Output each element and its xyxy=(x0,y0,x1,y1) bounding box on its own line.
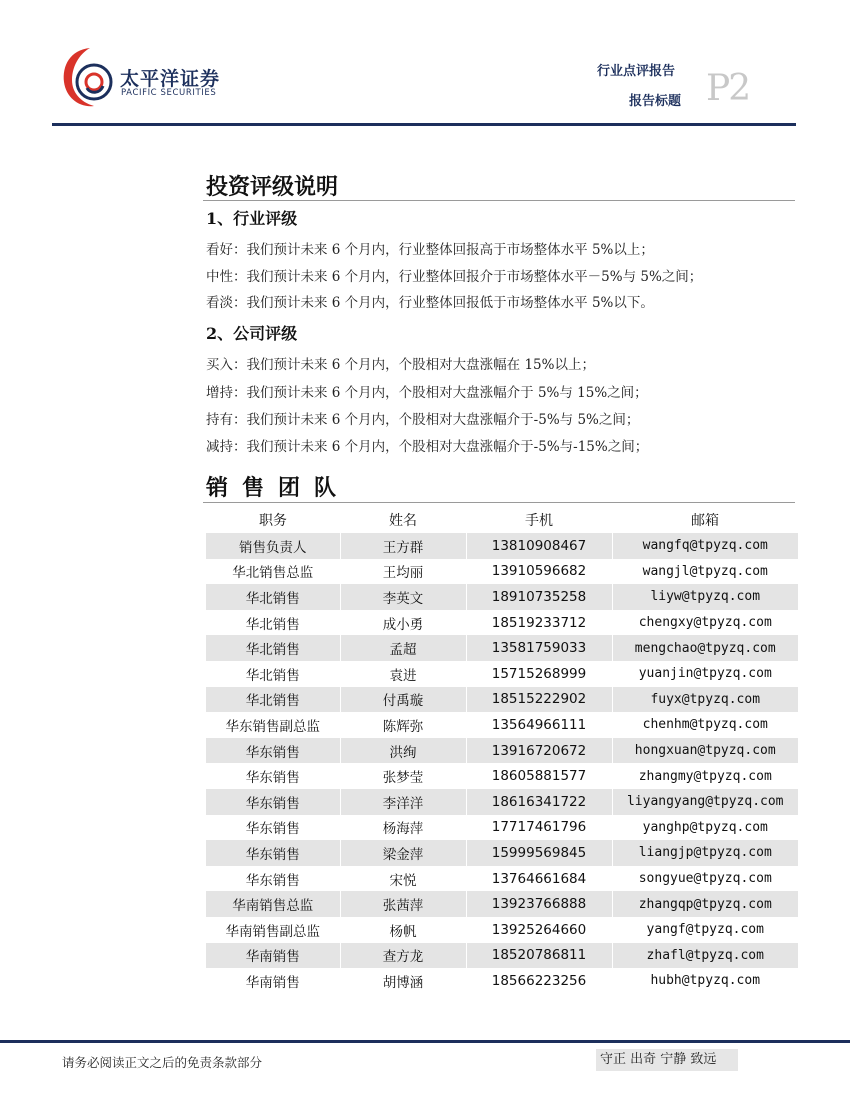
rating-section-title: 投资评级说明 xyxy=(206,174,339,200)
cell-name: 李洋洋 xyxy=(340,789,466,815)
cell-position: 华南销售 xyxy=(206,943,340,969)
cell-email: liyw@tpyzq.com xyxy=(612,584,798,610)
company-rating-heading: 2、公司评级 xyxy=(206,324,298,343)
page-number: P2 xyxy=(706,68,750,109)
cell-position: 华东销售副总监 xyxy=(225,718,320,735)
cell-position: 华东销售 xyxy=(245,872,300,889)
table-row xyxy=(206,584,798,610)
cell-email: zhangmy@tpyzq.com xyxy=(612,763,798,789)
table-row xyxy=(206,866,798,892)
table-row xyxy=(206,917,798,943)
table-row xyxy=(206,661,798,687)
table-row xyxy=(206,610,798,636)
cell-position: 华东销售 xyxy=(206,840,340,866)
cell-email: chenhm@tpyzq.com xyxy=(612,712,798,738)
table-row xyxy=(206,559,798,585)
cell-position: 华东销售 xyxy=(245,770,300,787)
cell-phone: 18520786811 xyxy=(466,943,612,969)
table-row xyxy=(206,635,798,661)
cell-phone: 13764661684 xyxy=(466,866,612,892)
table-header-row xyxy=(206,506,798,533)
cell-name: 成小勇 xyxy=(340,610,466,636)
industry-rating-heading: 1、行业评级 xyxy=(206,209,298,228)
header-divider xyxy=(52,123,796,126)
table-row xyxy=(206,687,798,713)
cell-name: 陈辉弥 xyxy=(340,712,466,738)
cell-email: liangjp@tpyzq.com xyxy=(612,840,798,866)
cell-name: 胡博涵 xyxy=(340,968,466,994)
cell-phone: 15999569845 xyxy=(466,840,612,866)
cell-position: 华北销售 xyxy=(206,635,340,661)
cell-name: 李英文 xyxy=(340,584,466,610)
company-motto: 守正 出奇 宁静 致远 xyxy=(596,1049,738,1071)
cell-phone: 18910735258 xyxy=(466,584,612,610)
cell-position: 销售负责人 xyxy=(206,533,340,559)
cell-name: 孟超 xyxy=(340,635,466,661)
cell-phone: 18519233712 xyxy=(466,610,612,636)
cell-phone: 18605881577 xyxy=(466,763,612,789)
cell-email: hongxuan@tpyzq.com xyxy=(612,738,798,764)
cell-name: 洪绚 xyxy=(340,738,466,764)
cell-position: 华北销售总监 xyxy=(232,565,314,582)
cell-phone: 13910596682 xyxy=(466,559,612,585)
cell-position: 华南销售 xyxy=(245,974,300,991)
cell-email: wangjl@tpyzq.com xyxy=(612,559,798,585)
sales-team-table xyxy=(206,506,798,994)
cell-position: 华北销售 xyxy=(245,667,300,684)
cell-email: fuyx@tpyzq.com xyxy=(612,687,798,713)
cell-phone: 15715268999 xyxy=(466,661,612,687)
cell-phone: 13916720672 xyxy=(466,738,612,764)
company-rating-line: 持有：我们预计未来 6 个月内，个股相对大盘涨幅介于-5%与 5%之间； xyxy=(206,412,640,428)
cell-email: chengxy@tpyzq.com xyxy=(612,610,798,636)
cell-email: mengchao@tpyzq.com xyxy=(612,635,798,661)
rating-title-divider xyxy=(203,200,795,201)
cell-phone: 17717461796 xyxy=(466,815,612,841)
cell-name: 袁进 xyxy=(340,661,466,687)
company-rating-line: 增持：我们预计未来 6 个月内，个股相对大盘涨幅介于 5%与 15%之间； xyxy=(206,385,648,401)
cell-position: 华北销售 xyxy=(206,584,340,610)
table-row xyxy=(206,840,798,866)
cell-email: zhangqp@tpyzq.com xyxy=(612,891,798,917)
cell-phone: 13581759033 xyxy=(466,635,612,661)
sales-team-title: 销售团队 xyxy=(206,475,351,501)
table-row xyxy=(206,943,798,969)
cell-name: 王方群 xyxy=(340,533,466,559)
report-type: 行业点评报告 xyxy=(597,64,676,79)
sales-team-rows xyxy=(206,533,798,994)
report-title: 报告标题 xyxy=(629,94,682,109)
cell-name: 杨帆 xyxy=(340,917,466,943)
cell-phone: 13925264660 xyxy=(466,917,612,943)
cell-position: 华北销售 xyxy=(245,616,300,633)
company-rating-line: 减持：我们预计未来 6 个月内，个股相对大盘涨幅介于-5%与-15%之间； xyxy=(206,439,649,455)
cell-phone: 18515222902 xyxy=(466,687,612,713)
cell-email: yuanjin@tpyzq.com xyxy=(612,661,798,687)
cell-email: liyangyang@tpyzq.com xyxy=(612,789,798,815)
cell-phone: 18616341722 xyxy=(466,789,612,815)
header-name: 姓名 xyxy=(389,512,417,529)
table-row xyxy=(206,891,798,917)
cell-position: 华南销售总监 xyxy=(206,891,340,917)
cell-phone: 13564966111 xyxy=(466,712,612,738)
cell-name: 梁金萍 xyxy=(340,840,466,866)
cell-position: 华北销售 xyxy=(206,687,340,713)
industry-rating-line: 中性：我们预计未来 6 个月内，行业整体回报介于市场整体水平－5%与 5%之间； xyxy=(206,269,703,285)
table-row xyxy=(206,789,798,815)
header-position: 职务 xyxy=(259,512,287,529)
cell-name: 付禹璇 xyxy=(340,687,466,713)
cell-email: songyue@tpyzq.com xyxy=(612,866,798,892)
footer-divider xyxy=(0,1040,850,1043)
disclaimer-note: 请务必阅读正文之后的免责条款部分 xyxy=(62,1055,263,1070)
table-row xyxy=(206,763,798,789)
company-rating-line: 买入：我们预计未来 6 个月内，个股相对大盘涨幅在 15%以上； xyxy=(206,357,595,373)
cell-name: 宋悦 xyxy=(340,866,466,892)
cell-position: 华东销售 xyxy=(245,821,300,838)
sales-title-divider xyxy=(203,502,795,503)
cell-name: 查方龙 xyxy=(340,943,466,969)
cell-phone: 13810908467 xyxy=(466,533,612,559)
brand-name-cn: 太平洋证券 xyxy=(120,68,221,90)
cell-phone: 13923766888 xyxy=(466,891,612,917)
cell-email: wangfq@tpyzq.com xyxy=(612,533,798,559)
cell-position: 华东销售 xyxy=(206,738,340,764)
cell-email: yanghp@tpyzq.com xyxy=(612,815,798,841)
brand-name-en: PACIFIC SECURITIES xyxy=(121,88,217,98)
cell-name: 张茜萍 xyxy=(340,891,466,917)
header-email: 邮箱 xyxy=(691,512,719,529)
cell-position: 华南销售副总监 xyxy=(225,923,320,940)
company-logo xyxy=(60,44,116,110)
cell-email: hubh@tpyzq.com xyxy=(612,968,798,994)
table-row xyxy=(206,738,798,764)
header-phone: 手机 xyxy=(525,512,553,529)
table-row xyxy=(206,815,798,841)
industry-rating-line: 看好：我们预计未来 6 个月内，行业整体回报高于市场整体水平 5%以上； xyxy=(206,242,654,258)
cell-phone: 18566223256 xyxy=(466,968,612,994)
cell-position: 华东销售 xyxy=(206,789,340,815)
cell-name: 杨海萍 xyxy=(340,815,466,841)
industry-rating-line: 看淡：我们预计未来 6 个月内，行业整体回报低于市场整体水平 5%以下。 xyxy=(206,295,654,311)
cell-name: 王均丽 xyxy=(340,559,466,585)
cell-email: yangf@tpyzq.com xyxy=(612,917,798,943)
table-row xyxy=(206,712,798,738)
cell-name: 张梦莹 xyxy=(340,763,466,789)
table-row xyxy=(206,968,798,994)
table-row xyxy=(206,533,798,559)
cell-email: zhafl@tpyzq.com xyxy=(612,943,798,969)
